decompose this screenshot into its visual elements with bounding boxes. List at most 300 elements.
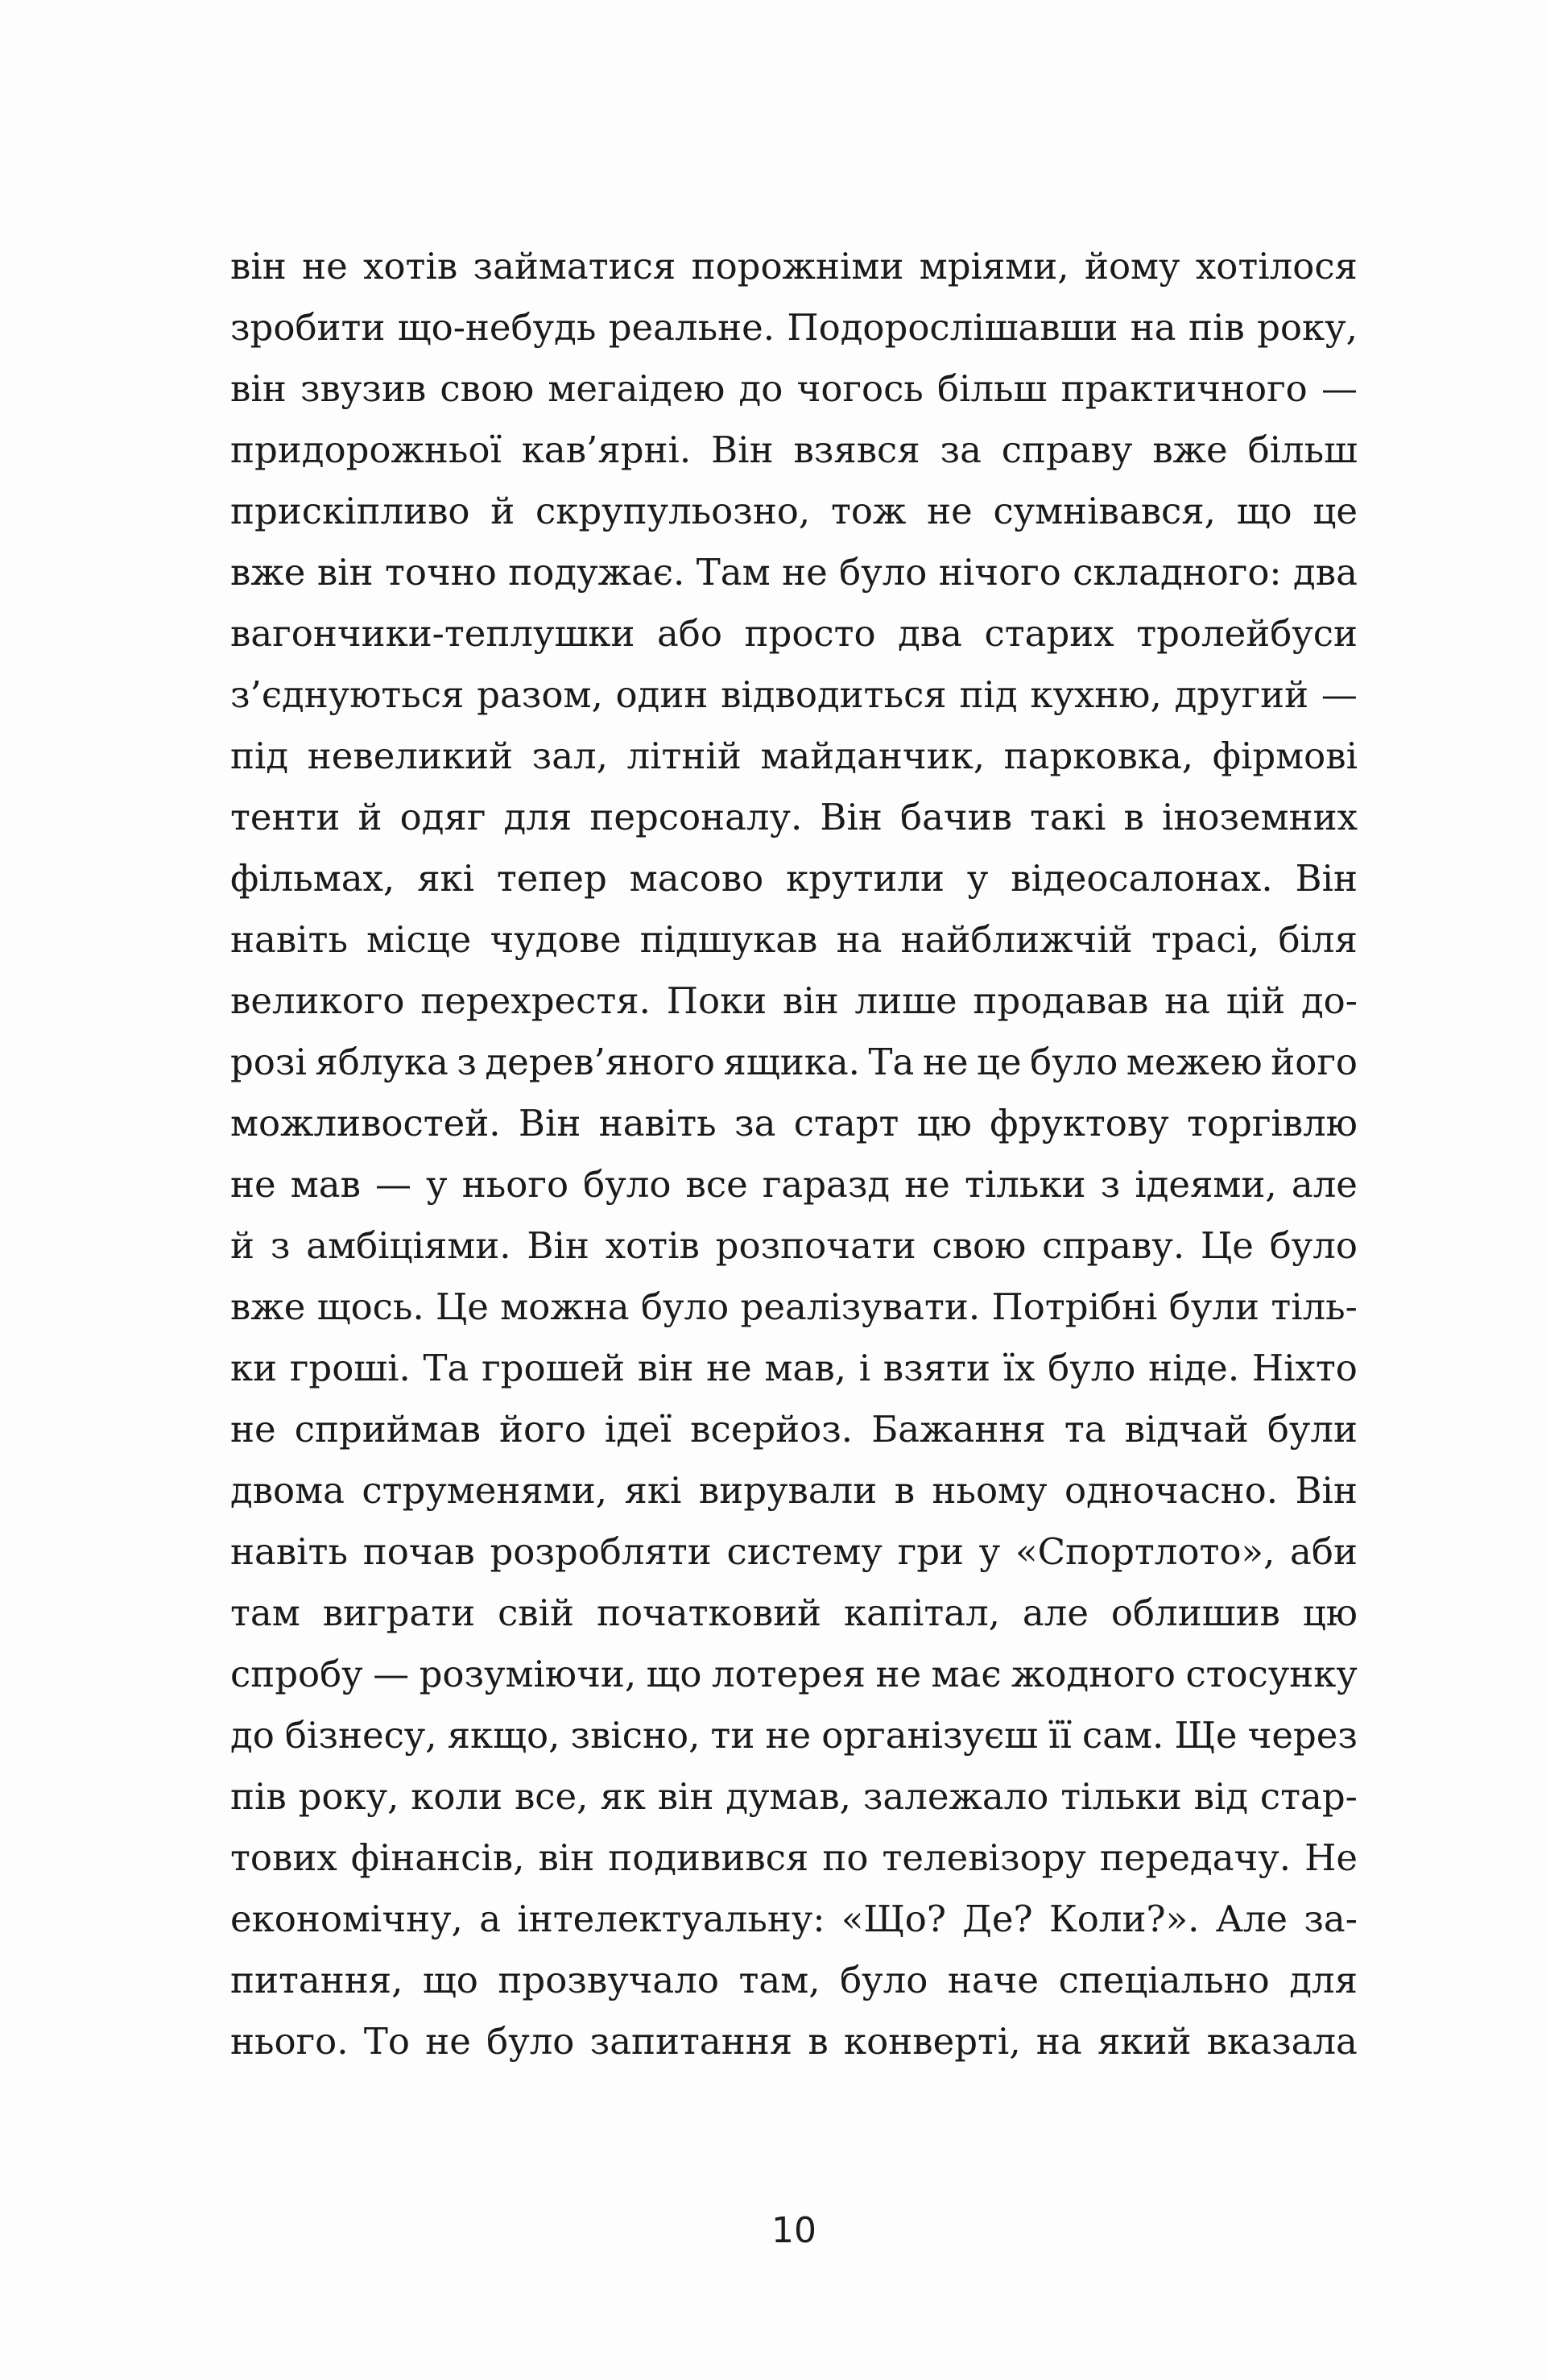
word: більш [936,367,1048,410]
word: ящика. [723,1041,860,1083]
word: на [836,918,883,961]
word: можливостей. [230,1102,501,1144]
word: аби [1290,1530,1358,1573]
word: він [538,1836,595,1879]
word: Ніхто [1251,1347,1358,1389]
word: стар- [1259,1775,1358,1818]
word: на [1164,979,1210,1022]
word: всерйоз. [690,1408,854,1451]
word: Він [711,428,774,471]
word: Коли?». [1048,1898,1200,1940]
text-line [230,1705,1358,1766]
word: з’єднуються [230,673,465,716]
word: біля [1278,918,1358,961]
word: чогось [796,367,924,410]
text-line [230,1093,1358,1154]
word: двома [230,1469,345,1512]
word: з [270,1224,291,1267]
word: для [1289,1959,1358,2001]
word: Там [696,551,771,594]
word: одночасно. [1064,1469,1279,1512]
word: початковий [596,1591,822,1634]
text-line [230,1399,1358,1460]
word: і [858,1347,871,1389]
word: наче [947,1959,1040,2001]
text-line [230,1032,1358,1093]
word: що-небудь [397,306,597,349]
text-line [230,1644,1358,1705]
word: їх [1002,1347,1035,1389]
word: ідеї [604,1408,672,1451]
word: яблука [315,1041,449,1083]
word: фірмові [1212,735,1358,777]
word: можна [500,1285,630,1328]
page-number: 10 [771,2210,816,2251]
word: його [1271,1041,1358,1083]
text-line [230,542,1358,603]
word: невеликий [307,735,514,777]
word: думав, [725,1775,851,1818]
text-line [230,1583,1358,1644]
text-line [230,664,1358,726]
word: місце [366,918,472,961]
word: такі [1030,796,1106,838]
text-line [230,1277,1358,1338]
word: нього. [230,2020,349,2063]
word: взявся [793,428,920,471]
word: сам. [1082,1714,1164,1757]
word: свою [932,1224,1027,1267]
word: ти [710,1714,755,1757]
word: перехрестя. [420,979,651,1022]
word: тільки [1060,1775,1182,1818]
word: там, [738,1959,821,2001]
word: він [230,367,287,410]
text-line [230,1154,1358,1215]
word: вже [230,551,306,594]
word: старих [984,612,1114,655]
word: йому [1084,245,1180,288]
word: гаразд [762,1163,891,1206]
word: Де? [962,1898,1033,1940]
word: тільки [965,1163,1086,1206]
word: струменями, [362,1469,608,1512]
word: не [302,245,348,288]
word: ньому [932,1469,1048,1512]
word: Ще [1174,1714,1238,1757]
word: нього [461,1163,569,1206]
word: пів [1188,306,1245,349]
word: було [640,1285,730,1328]
word: почав [362,1530,475,1573]
word: за- [1304,1898,1358,1940]
word: Та [423,1347,469,1389]
word: він [316,551,374,594]
word: продавав [973,979,1149,1022]
word: розі [230,1041,307,1083]
word: розуміючи, [419,1653,637,1695]
word: То [363,2020,410,2063]
word: разом, [477,673,603,716]
word: — [1321,673,1358,716]
word: він [637,1347,694,1389]
word: — [373,1653,410,1695]
word: торгівлю [1187,1102,1358,1144]
word: вказала [1206,2020,1358,2063]
word: через [1247,1714,1358,1757]
word: старт [793,1102,899,1144]
word: цій [1226,979,1286,1022]
word: літній [626,735,742,777]
word: «Що? [841,1898,946,1940]
text-line [230,1521,1358,1583]
word: спеціально [1058,1959,1270,2001]
word: тепер [496,857,607,900]
word: за [940,428,982,471]
word: просто [744,612,876,655]
word: залежало [862,1775,1049,1818]
word: кухню, [1030,673,1162,716]
word: Бажання [871,1408,1046,1451]
word: межею [1126,1041,1263,1083]
word: для [503,796,573,838]
word: амбіціями. [306,1224,511,1267]
word: інтелектуальну: [517,1898,825,1940]
word: щось. [316,1285,424,1328]
word: цю [916,1102,972,1144]
word: Це [1200,1224,1254,1267]
word: подужає. [508,551,685,594]
word: її [1048,1714,1072,1757]
word: до [738,367,783,410]
word: систему [726,1530,883,1573]
word: іноземних [1161,796,1358,838]
text-line [230,1889,1358,1950]
word: з [457,1041,477,1083]
word: порожніми [691,245,904,288]
word: гроші. [289,1347,411,1389]
word: капітал, [844,1591,1000,1634]
word: з [1100,1163,1121,1206]
word: хотів [363,245,458,288]
word: вже [1152,428,1228,471]
word: Поки [666,979,767,1022]
word: фруктову [990,1102,1169,1144]
word: не [425,2020,471,2063]
word: одяг [399,796,486,838]
word: але [1291,1163,1358,1206]
word: все, [514,1775,589,1818]
word: тових [230,1836,337,1879]
word: конверті, [844,2020,1021,2063]
text-line [230,236,1358,297]
word: Це [436,1285,489,1328]
word: року, [1257,306,1358,349]
word: там [230,1591,300,1634]
word: було [486,2020,575,2063]
word: крутили [786,857,945,900]
word: Він [1295,857,1358,900]
text-line [230,481,1358,542]
word: трасі, [1151,918,1260,961]
word: хотів [605,1224,700,1267]
word: два [898,612,963,655]
word: у [978,1530,1001,1573]
word: бачив [900,796,1012,838]
word: розпочати [715,1224,916,1267]
word: по [822,1836,869,1879]
word: не [230,1408,276,1451]
text-line [230,1766,1358,1827]
word: було [583,1163,672,1206]
word: на [1130,306,1176,349]
word: лише [854,979,957,1022]
word: навіть [598,1102,717,1144]
word: який [1097,2020,1192,2063]
word: відеосалонах. [1011,857,1273,900]
word: «Спортлото», [1015,1530,1275,1573]
word: відводиться [721,673,947,716]
word: до- [1300,979,1358,1022]
word: в [1123,796,1144,838]
word: не [875,1653,922,1695]
word: Та [868,1041,915,1083]
word: а [479,1898,502,1940]
word: сприймав [294,1408,481,1451]
word: свій [498,1591,574,1634]
text-line [230,358,1358,420]
word: фільмах, [230,857,395,900]
word: було [1048,1347,1136,1389]
word: організуєш [821,1714,1038,1757]
word: телевізору [882,1836,1086,1879]
word: лотерея [711,1653,866,1695]
word: підшукав [639,918,818,961]
text-block [230,236,1358,2072]
word: — [375,1163,412,1206]
word: було [840,1959,928,2001]
word: він [783,979,839,1022]
text-line [230,1338,1358,1399]
word: хотілося [1195,245,1358,288]
word: року, [298,1775,399,1818]
word: бізнесу, [284,1714,437,1757]
word: свою [440,367,535,410]
word: що [422,1959,478,2001]
word: точно [385,551,497,594]
word: Він [518,1102,581,1144]
word: один [615,673,709,716]
word: під [959,673,1018,716]
word: спробу [230,1653,363,1695]
text-line [230,1460,1358,1521]
word: великого [230,979,405,1022]
word: Він [527,1224,589,1267]
word: Подорослішавши [787,306,1118,349]
word: було [839,551,928,594]
word: навіть [230,1530,348,1573]
text-line [230,603,1358,664]
word: за [734,1102,776,1144]
word: прискіпливо [230,490,470,532]
text-line [230,971,1358,1032]
word: Але [1215,1898,1288,1940]
word: грошей [482,1347,626,1389]
word: ідеями, [1135,1163,1277,1206]
word: вже [230,1285,306,1328]
word: але [1022,1591,1089,1634]
word: жодного [1011,1653,1176,1695]
word: практичного [1060,367,1308,410]
word: мегаідею [548,367,725,410]
word: й [490,490,515,532]
word: подивився [608,1836,809,1879]
text-line [230,848,1358,909]
word: були [1168,1285,1259,1328]
text-line [230,1215,1358,1277]
word: було [1030,1041,1118,1083]
word: не [706,1347,752,1389]
word: не [230,1163,276,1206]
word: скрупульозно, [535,490,811,532]
word: не [927,490,973,532]
word: Не [1304,1836,1358,1879]
word: вирували [698,1469,878,1512]
word: нічого [938,551,1061,594]
text-line [230,909,1358,971]
word: запитання [589,2020,793,2063]
word: в [894,1469,916,1512]
word: чудове [490,918,622,961]
word: не [782,551,828,594]
word: коли [411,1775,503,1818]
word: придорожньої [230,428,502,471]
word: в [808,2020,829,2063]
word: це [1312,490,1358,532]
text-line [230,1827,1358,1889]
word: реальне. [608,306,775,349]
text-line [230,297,1358,358]
word: під [230,735,289,777]
word: розробляти [490,1530,712,1573]
word: кав’ярні. [521,428,692,471]
word: як [600,1775,646,1818]
word: економічну, [230,1898,463,1940]
word: все [685,1163,748,1206]
word: реалізувати. [740,1285,981,1328]
word: виграти [322,1591,476,1634]
word: майданчик, [760,735,985,777]
word: які [417,857,474,900]
word: було [1269,1224,1358,1267]
word: Він [1295,1469,1358,1512]
word: мріями, [919,245,1069,288]
word: справу [1001,428,1133,471]
word: не [904,1163,950,1206]
word: стосунку [1185,1653,1358,1695]
word: відчай [1124,1408,1249,1451]
text-line [230,2011,1358,2072]
word: другий [1174,673,1309,716]
word: справу. [1042,1224,1185,1267]
text-line [230,726,1358,787]
word: у [426,1163,448,1206]
word: прозвучало [498,1959,719,2001]
word: фінансів, [350,1836,525,1879]
word: сумнівався, [993,490,1216,532]
word: масово [629,857,764,900]
word: не [765,1714,812,1757]
word: на [1035,2020,1082,2063]
word: мав, [764,1347,846,1389]
word: навіть [230,918,348,961]
word: два [1293,551,1358,594]
word: тролейбуси [1136,612,1358,655]
word: які [624,1469,682,1512]
word: що [646,1653,702,1695]
word: тіль- [1271,1285,1358,1328]
word: та [1064,1408,1106,1451]
word: більш [1247,428,1358,471]
word: він [230,245,287,288]
word: парковка, [1003,735,1194,777]
text-line [230,1950,1358,2011]
word: має [931,1653,1002,1695]
word: зал, [531,735,608,777]
word: облишив [1110,1591,1280,1634]
word: він [657,1775,714,1818]
word: цю [1302,1591,1358,1634]
word: питання, [230,1959,403,2001]
word: звісно, [570,1714,701,1757]
word: його [499,1408,586,1451]
text-line [230,787,1358,848]
word: це [977,1041,1022,1083]
word: складного: [1073,551,1282,594]
text-line [230,420,1358,481]
word: пів [230,1775,287,1818]
word: що [1236,490,1292,532]
word: якщо, [447,1714,560,1757]
word: у [966,857,989,900]
word: тенти [230,796,341,838]
word: передачу. [1099,1836,1292,1879]
word: до [230,1714,275,1757]
word: або [656,612,722,655]
word: Він [820,796,883,838]
word: Потрібні [991,1285,1158,1328]
word: не [922,1041,969,1083]
word: мав [290,1163,361,1206]
word: гри [897,1530,965,1573]
word: вагончики-теплушки [230,612,635,655]
word: звузив [300,367,427,410]
word: ніде. [1148,1347,1240,1389]
word: й [230,1224,254,1267]
word: були [1267,1408,1358,1451]
word: зробити [230,306,386,349]
word: взяти [883,1347,990,1389]
word: ки [230,1347,278,1389]
word: найближчій [900,918,1133,961]
word: від [1193,1775,1249,1818]
word: займатися [473,245,676,288]
word: дерев’яного [485,1041,715,1083]
word: — [1321,367,1358,410]
word: персоналу. [589,796,803,838]
word: тож [830,490,907,532]
word: й [358,796,382,838]
